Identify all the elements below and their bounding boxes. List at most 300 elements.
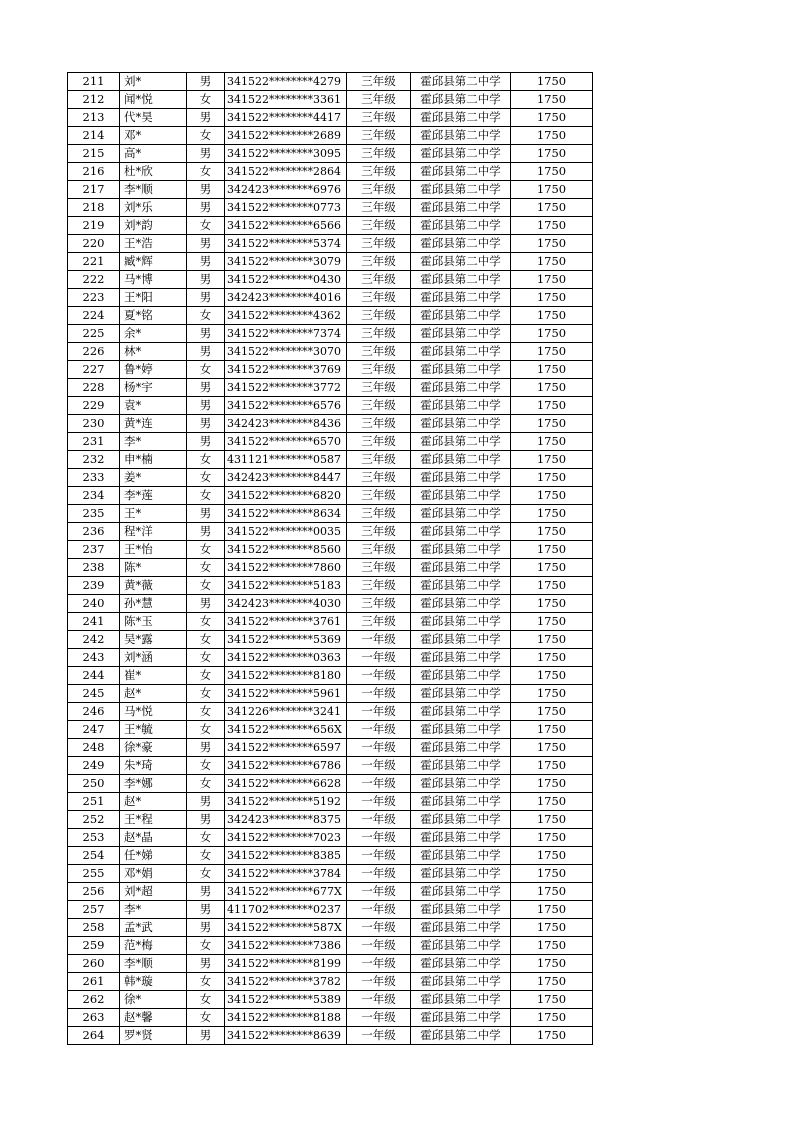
row-number-cell: 247 <box>68 721 120 739</box>
id-number-cell: 341522********656X <box>225 721 347 739</box>
amount-cell: 1750 <box>511 343 593 361</box>
amount-cell: 1750 <box>511 793 593 811</box>
id-number-cell: 341522********4279 <box>225 73 347 91</box>
table-row <box>68 451 593 469</box>
table-row <box>68 667 593 685</box>
gender-cell: 男 <box>187 379 225 397</box>
student-name-cell: 徐* <box>120 991 187 1009</box>
row-number-cell: 237 <box>68 541 120 559</box>
gender-cell: 女 <box>187 847 225 865</box>
row-number-cell: 239 <box>68 577 120 595</box>
amount-cell: 1750 <box>511 415 593 433</box>
id-number-cell: 341522********3761 <box>225 613 347 631</box>
row-number-cell: 255 <box>68 865 120 883</box>
amount-cell: 1750 <box>511 523 593 541</box>
table-row <box>68 199 593 217</box>
student-name-cell: 李*顺 <box>120 955 187 973</box>
amount-cell: 1750 <box>511 649 593 667</box>
student-name-cell: 林* <box>120 343 187 361</box>
row-number-cell: 232 <box>68 451 120 469</box>
row-number-cell: 230 <box>68 415 120 433</box>
table-row <box>68 703 593 721</box>
id-number-cell: 341522********8180 <box>225 667 347 685</box>
row-number-cell: 225 <box>68 325 120 343</box>
school-cell: 霍邱县第二中学 <box>411 937 511 955</box>
row-number-cell: 243 <box>68 649 120 667</box>
id-number-cell: 341522********3772 <box>225 379 347 397</box>
school-cell: 霍邱县第二中学 <box>411 1027 511 1045</box>
id-number-cell: 341522********8639 <box>225 1027 347 1045</box>
id-number-cell: 411702********0237 <box>225 901 347 919</box>
grade-cell: 一年级 <box>347 757 411 775</box>
school-cell: 霍邱县第二中学 <box>411 181 511 199</box>
student-name-cell: 王*浩 <box>120 235 187 253</box>
school-cell: 霍邱县第二中学 <box>411 379 511 397</box>
grade-cell: 三年级 <box>347 127 411 145</box>
student-name-cell: 吴*露 <box>120 631 187 649</box>
table-row <box>68 559 593 577</box>
gender-cell: 女 <box>187 649 225 667</box>
grade-cell: 三年级 <box>347 289 411 307</box>
amount-cell: 1750 <box>511 163 593 181</box>
grade-cell: 一年级 <box>347 775 411 793</box>
school-cell: 霍邱县第二中学 <box>411 343 511 361</box>
table-row <box>68 955 593 973</box>
school-cell: 霍邱县第二中学 <box>411 991 511 1009</box>
table-row <box>68 91 593 109</box>
school-cell: 霍邱县第二中学 <box>411 883 511 901</box>
amount-cell: 1750 <box>511 757 593 775</box>
school-cell: 霍邱县第二中学 <box>411 73 511 91</box>
row-number-cell: 221 <box>68 253 120 271</box>
row-number-cell: 253 <box>68 829 120 847</box>
row-number-cell: 224 <box>68 307 120 325</box>
amount-cell: 1750 <box>511 379 593 397</box>
row-number-cell: 216 <box>68 163 120 181</box>
school-cell: 霍邱县第二中学 <box>411 523 511 541</box>
row-number-cell: 260 <box>68 955 120 973</box>
student-name-cell: 孟*武 <box>120 919 187 937</box>
table-row <box>68 271 593 289</box>
row-number-cell: 217 <box>68 181 120 199</box>
amount-cell: 1750 <box>511 631 593 649</box>
id-number-cell: 341522********8385 <box>225 847 347 865</box>
student-name-cell: 邓*娟 <box>120 865 187 883</box>
row-number-cell: 246 <box>68 703 120 721</box>
id-number-cell: 341522********8199 <box>225 955 347 973</box>
amount-cell: 1750 <box>511 1027 593 1045</box>
school-cell: 霍邱县第二中学 <box>411 91 511 109</box>
gender-cell: 男 <box>187 397 225 415</box>
amount-cell: 1750 <box>511 919 593 937</box>
grade-cell: 一年级 <box>347 865 411 883</box>
amount-cell: 1750 <box>511 1009 593 1027</box>
table-row <box>68 487 593 505</box>
table-row <box>68 811 593 829</box>
student-name-cell: 韩*璇 <box>120 973 187 991</box>
student-name-cell: 任*娣 <box>120 847 187 865</box>
table-row <box>68 325 593 343</box>
id-number-cell: 341522********6570 <box>225 433 347 451</box>
table-row <box>68 1009 593 1027</box>
grade-cell: 三年级 <box>347 325 411 343</box>
amount-cell: 1750 <box>511 451 593 469</box>
gender-cell: 女 <box>187 361 225 379</box>
table-row <box>68 847 593 865</box>
id-number-cell: 342423********6976 <box>225 181 347 199</box>
table-row <box>68 775 593 793</box>
school-cell: 霍邱县第二中学 <box>411 577 511 595</box>
amount-cell: 1750 <box>511 739 593 757</box>
row-number-cell: 227 <box>68 361 120 379</box>
grade-cell: 三年级 <box>347 523 411 541</box>
row-number-cell: 213 <box>68 109 120 127</box>
table-row <box>68 397 593 415</box>
id-number-cell: 341522********0430 <box>225 271 347 289</box>
student-name-cell: 赵*馨 <box>120 1009 187 1027</box>
grade-cell: 一年级 <box>347 883 411 901</box>
student-name-cell: 刘* <box>120 73 187 91</box>
table-row <box>68 541 593 559</box>
gender-cell: 男 <box>187 289 225 307</box>
id-number-cell: 342423********8436 <box>225 415 347 433</box>
student-name-cell: 邓* <box>120 127 187 145</box>
grade-cell: 一年级 <box>347 667 411 685</box>
table-row <box>68 649 593 667</box>
student-name-cell: 王*毓 <box>120 721 187 739</box>
row-number-cell: 219 <box>68 217 120 235</box>
gender-cell: 男 <box>187 145 225 163</box>
id-number-cell: 341522********3095 <box>225 145 347 163</box>
grade-cell: 三年级 <box>347 235 411 253</box>
table-row <box>68 577 593 595</box>
id-number-cell: 341522********7860 <box>225 559 347 577</box>
gender-cell: 女 <box>187 667 225 685</box>
id-number-cell: 341522********3070 <box>225 343 347 361</box>
table-row <box>68 523 593 541</box>
school-cell: 霍邱县第二中学 <box>411 217 511 235</box>
student-name-cell: 朱*琦 <box>120 757 187 775</box>
row-number-cell: 251 <box>68 793 120 811</box>
amount-cell: 1750 <box>511 955 593 973</box>
table-row <box>68 379 593 397</box>
student-name-cell: 王*阳 <box>120 289 187 307</box>
amount-cell: 1750 <box>511 289 593 307</box>
table-row <box>68 883 593 901</box>
row-number-cell: 259 <box>68 937 120 955</box>
row-number-cell: 233 <box>68 469 120 487</box>
student-name-cell: 范*梅 <box>120 937 187 955</box>
gender-cell: 男 <box>187 199 225 217</box>
gender-cell: 女 <box>187 469 225 487</box>
gender-cell: 女 <box>187 127 225 145</box>
student-name-cell: 刘*乐 <box>120 199 187 217</box>
grade-cell: 一年级 <box>347 739 411 757</box>
row-number-cell: 215 <box>68 145 120 163</box>
id-number-cell: 341522********2864 <box>225 163 347 181</box>
gender-cell: 女 <box>187 307 225 325</box>
school-cell: 霍邱县第二中学 <box>411 541 511 559</box>
amount-cell: 1750 <box>511 505 593 523</box>
amount-cell: 1750 <box>511 487 593 505</box>
school-cell: 霍邱县第二中学 <box>411 721 511 739</box>
grade-cell: 三年级 <box>347 433 411 451</box>
school-cell: 霍邱县第二中学 <box>411 739 511 757</box>
student-name-cell: 李*顺 <box>120 181 187 199</box>
table-row <box>68 721 593 739</box>
school-cell: 霍邱县第二中学 <box>411 757 511 775</box>
amount-cell: 1750 <box>511 541 593 559</box>
grade-cell: 三年级 <box>347 307 411 325</box>
row-number-cell: 264 <box>68 1027 120 1045</box>
table-row <box>68 991 593 1009</box>
student-name-cell: 夏*铭 <box>120 307 187 325</box>
amount-cell: 1750 <box>511 181 593 199</box>
row-number-cell: 241 <box>68 613 120 631</box>
row-number-cell: 218 <box>68 199 120 217</box>
amount-cell: 1750 <box>511 847 593 865</box>
id-number-cell: 431121********0587 <box>225 451 347 469</box>
student-name-cell: 崔* <box>120 667 187 685</box>
amount-cell: 1750 <box>511 577 593 595</box>
row-number-cell: 226 <box>68 343 120 361</box>
id-number-cell: 341522********5389 <box>225 991 347 1009</box>
table-row <box>68 127 593 145</box>
school-cell: 霍邱县第二中学 <box>411 919 511 937</box>
row-number-cell: 256 <box>68 883 120 901</box>
amount-cell: 1750 <box>511 433 593 451</box>
id-number-cell: 341522********7386 <box>225 937 347 955</box>
school-cell: 霍邱县第二中学 <box>411 199 511 217</box>
student-name-cell: 马*博 <box>120 271 187 289</box>
school-cell: 霍邱县第二中学 <box>411 235 511 253</box>
student-name-cell: 李*莲 <box>120 487 187 505</box>
school-cell: 霍邱县第二中学 <box>411 667 511 685</box>
school-cell: 霍邱县第二中学 <box>411 973 511 991</box>
student-name-cell: 申*楠 <box>120 451 187 469</box>
gender-cell: 女 <box>187 703 225 721</box>
table-row <box>68 901 593 919</box>
student-name-cell: 孙*慧 <box>120 595 187 613</box>
id-number-cell: 341522********0363 <box>225 649 347 667</box>
gender-cell: 女 <box>187 217 225 235</box>
id-number-cell: 342423********4016 <box>225 289 347 307</box>
id-number-cell: 341522********5961 <box>225 685 347 703</box>
table-row <box>68 235 593 253</box>
student-name-cell: 杜*欣 <box>120 163 187 181</box>
grade-cell: 一年级 <box>347 793 411 811</box>
id-number-cell: 341522********6628 <box>225 775 347 793</box>
school-cell: 霍邱县第二中学 <box>411 505 511 523</box>
gender-cell: 男 <box>187 415 225 433</box>
id-number-cell: 341522********3782 <box>225 973 347 991</box>
table-row <box>68 595 593 613</box>
gender-cell: 女 <box>187 163 225 181</box>
gender-cell: 女 <box>187 829 225 847</box>
grade-cell: 三年级 <box>347 397 411 415</box>
row-number-cell: 248 <box>68 739 120 757</box>
id-number-cell: 341522********7374 <box>225 325 347 343</box>
table-row <box>68 289 593 307</box>
id-number-cell: 341522********8634 <box>225 505 347 523</box>
row-number-cell: 250 <box>68 775 120 793</box>
id-number-cell: 341522********2689 <box>225 127 347 145</box>
gender-cell: 女 <box>187 973 225 991</box>
amount-cell: 1750 <box>511 361 593 379</box>
grade-cell: 三年级 <box>347 181 411 199</box>
grade-cell: 三年级 <box>347 613 411 631</box>
grade-cell: 一年级 <box>347 703 411 721</box>
id-number-cell: 341522********5192 <box>225 793 347 811</box>
amount-cell: 1750 <box>511 73 593 91</box>
school-cell: 霍邱县第二中学 <box>411 793 511 811</box>
row-number-cell: 257 <box>68 901 120 919</box>
amount-cell: 1750 <box>511 271 593 289</box>
id-number-cell: 341522********3784 <box>225 865 347 883</box>
amount-cell: 1750 <box>511 109 593 127</box>
table-row <box>68 865 593 883</box>
amount-cell: 1750 <box>511 991 593 1009</box>
student-name-cell: 王* <box>120 505 187 523</box>
gender-cell: 男 <box>187 595 225 613</box>
row-number-cell: 245 <box>68 685 120 703</box>
row-number-cell: 222 <box>68 271 120 289</box>
gender-cell: 女 <box>187 487 225 505</box>
student-name-cell: 杨*宇 <box>120 379 187 397</box>
amount-cell: 1750 <box>511 397 593 415</box>
grade-cell: 一年级 <box>347 919 411 937</box>
student-name-cell: 李*娜 <box>120 775 187 793</box>
table-row <box>68 631 593 649</box>
student-name-cell: 陈* <box>120 559 187 577</box>
amount-cell: 1750 <box>511 937 593 955</box>
id-number-cell: 341522********5183 <box>225 577 347 595</box>
gender-cell: 男 <box>187 73 225 91</box>
school-cell: 霍邱县第二中学 <box>411 109 511 127</box>
grade-cell: 三年级 <box>347 253 411 271</box>
school-cell: 霍邱县第二中学 <box>411 433 511 451</box>
table-row <box>68 937 593 955</box>
gender-cell: 女 <box>187 91 225 109</box>
table-row <box>68 793 593 811</box>
id-number-cell: 341522********4417 <box>225 109 347 127</box>
school-cell: 霍邱县第二中学 <box>411 829 511 847</box>
amount-cell: 1750 <box>511 685 593 703</box>
table-row <box>68 613 593 631</box>
student-rows <box>68 73 593 1045</box>
student-name-cell: 刘*涵 <box>120 649 187 667</box>
school-cell: 霍邱县第二中学 <box>411 559 511 577</box>
student-name-cell: 高* <box>120 145 187 163</box>
school-cell: 霍邱县第二中学 <box>411 487 511 505</box>
row-number-cell: 229 <box>68 397 120 415</box>
grade-cell: 一年级 <box>347 649 411 667</box>
grade-cell: 一年级 <box>347 847 411 865</box>
gender-cell: 男 <box>187 811 225 829</box>
row-number-cell: 211 <box>68 73 120 91</box>
grade-cell: 三年级 <box>347 361 411 379</box>
gender-cell: 男 <box>187 325 225 343</box>
amount-cell: 1750 <box>511 559 593 577</box>
student-name-cell: 马*悦 <box>120 703 187 721</box>
grade-cell: 一年级 <box>347 973 411 991</box>
table-row <box>68 685 593 703</box>
gender-cell: 女 <box>187 451 225 469</box>
table-row <box>68 469 593 487</box>
id-number-cell: 342423********8375 <box>225 811 347 829</box>
grade-cell: 一年级 <box>347 685 411 703</box>
student-name-cell: 代*昊 <box>120 109 187 127</box>
amount-cell: 1750 <box>511 775 593 793</box>
id-number-cell: 341522********8188 <box>225 1009 347 1027</box>
gender-cell: 女 <box>187 577 225 595</box>
student-name-cell: 王*怡 <box>120 541 187 559</box>
school-cell: 霍邱县第二中学 <box>411 307 511 325</box>
grade-cell: 三年级 <box>347 163 411 181</box>
table-row <box>68 73 593 91</box>
school-cell: 霍邱县第二中学 <box>411 127 511 145</box>
gender-cell: 女 <box>187 541 225 559</box>
row-number-cell: 220 <box>68 235 120 253</box>
table-row <box>68 361 593 379</box>
gender-cell: 男 <box>187 919 225 937</box>
table-row <box>68 973 593 991</box>
student-name-cell: 程*洋 <box>120 523 187 541</box>
amount-cell: 1750 <box>511 91 593 109</box>
grade-cell: 三年级 <box>347 415 411 433</box>
row-number-cell: 234 <box>68 487 120 505</box>
school-cell: 霍邱县第二中学 <box>411 469 511 487</box>
row-number-cell: 242 <box>68 631 120 649</box>
id-number-cell: 341522********5369 <box>225 631 347 649</box>
row-number-cell: 261 <box>68 973 120 991</box>
table-row <box>68 415 593 433</box>
student-name-cell: 臧*辉 <box>120 253 187 271</box>
gender-cell: 男 <box>187 955 225 973</box>
grade-cell: 三年级 <box>347 487 411 505</box>
student-name-cell: 袁* <box>120 397 187 415</box>
student-subsidy-sheet <box>67 72 592 1045</box>
gender-cell: 男 <box>187 505 225 523</box>
id-number-cell: 341226********3241 <box>225 703 347 721</box>
id-number-cell: 341522********3769 <box>225 361 347 379</box>
gender-cell: 男 <box>187 253 225 271</box>
gender-cell: 男 <box>187 181 225 199</box>
student-name-cell: 刘*韵 <box>120 217 187 235</box>
amount-cell: 1750 <box>511 235 593 253</box>
table-row <box>68 505 593 523</box>
student-name-cell: 闻*悦 <box>120 91 187 109</box>
row-number-cell: 235 <box>68 505 120 523</box>
gender-cell: 女 <box>187 613 225 631</box>
table-row <box>68 163 593 181</box>
school-cell: 霍邱县第二中学 <box>411 811 511 829</box>
grade-cell: 一年级 <box>347 937 411 955</box>
gender-cell: 女 <box>187 559 225 577</box>
grade-cell: 三年级 <box>347 469 411 487</box>
amount-cell: 1750 <box>511 595 593 613</box>
student-name-cell: 徐*豪 <box>120 739 187 757</box>
amount-cell: 1750 <box>511 307 593 325</box>
gender-cell: 男 <box>187 109 225 127</box>
grade-cell: 一年级 <box>347 829 411 847</box>
row-number-cell: 262 <box>68 991 120 1009</box>
grade-cell: 三年级 <box>347 271 411 289</box>
school-cell: 霍邱县第二中学 <box>411 271 511 289</box>
table-row <box>68 1027 593 1045</box>
student-name-cell: 赵*晶 <box>120 829 187 847</box>
student-name-cell: 陈*玉 <box>120 613 187 631</box>
